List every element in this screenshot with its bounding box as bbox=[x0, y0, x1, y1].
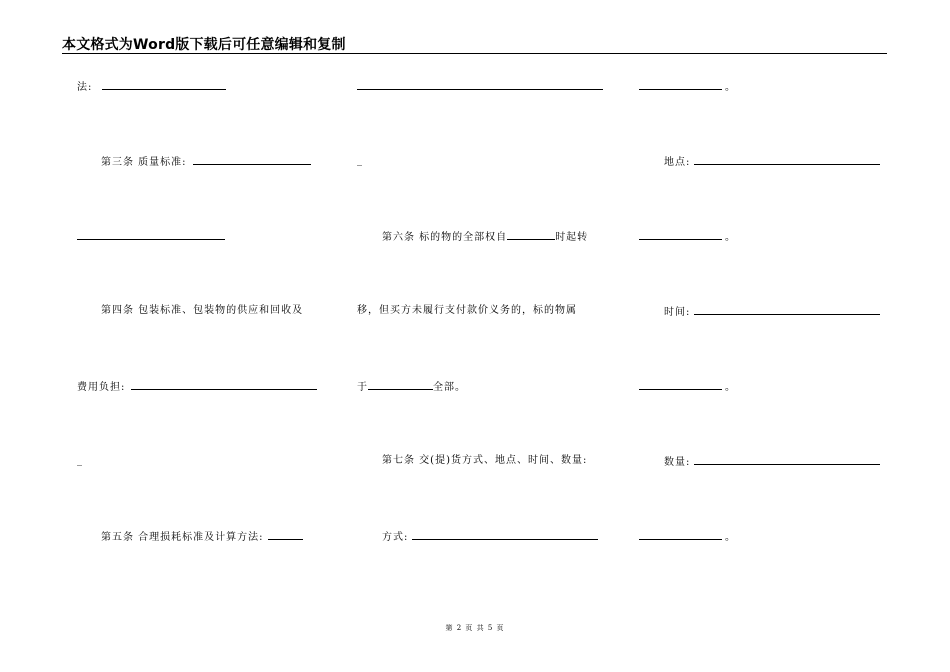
clause-3-text: 第三条 质量标准: bbox=[101, 157, 187, 168]
ownership-end bbox=[357, 380, 466, 394]
col1-blank-line bbox=[77, 230, 225, 244]
delivery-quantity bbox=[664, 455, 880, 469]
col2-blank-line bbox=[357, 80, 603, 94]
clause-5-loss bbox=[101, 530, 303, 544]
delivery-method-label: 方式: bbox=[382, 532, 409, 543]
blank-line bbox=[694, 455, 880, 465]
col3-line7 bbox=[639, 530, 736, 544]
blank-line bbox=[639, 380, 722, 390]
period: 。 bbox=[725, 232, 736, 243]
col2-underscore: _ bbox=[357, 155, 363, 166]
blank-line bbox=[694, 305, 880, 315]
blank-line bbox=[507, 230, 555, 240]
col1-underscore: _ bbox=[77, 455, 83, 466]
period: 。 bbox=[725, 382, 736, 393]
blank-line bbox=[131, 380, 317, 390]
clause-5-text: 第五条 合理损耗标准及计算方法: bbox=[101, 532, 264, 543]
delivery-method bbox=[382, 530, 598, 544]
blank-line bbox=[639, 230, 722, 240]
blank-line bbox=[412, 530, 598, 540]
clause-6-text-a: 第六条 标的物的全部权自 bbox=[382, 232, 508, 243]
clause-7-delivery: 第七条 交(提)货方式、地点、时间、数量: bbox=[382, 455, 588, 466]
page-header: 本文格式为Word版下载后可任意编辑和复制 bbox=[62, 37, 346, 53]
col3-line1 bbox=[639, 80, 736, 94]
delivery-quantity-label: 数量: bbox=[664, 457, 691, 468]
blank-line bbox=[77, 230, 225, 240]
period: 。 bbox=[725, 82, 736, 93]
blank-line bbox=[639, 80, 722, 90]
packaging-cost-text: 费用负担: bbox=[77, 382, 126, 393]
clause-6-text-b: 时起转 bbox=[555, 232, 589, 243]
col1-line1 bbox=[77, 80, 226, 94]
delivery-time bbox=[664, 305, 880, 319]
clause-3-quality bbox=[101, 155, 311, 169]
col3-line3 bbox=[639, 230, 736, 244]
ownership-end-b: 全部。 bbox=[433, 382, 466, 393]
blank-line bbox=[193, 155, 311, 165]
ownership-continued: 移，但买方未履行支付款价义务的，标的物属 bbox=[357, 305, 577, 316]
col3-line5 bbox=[639, 380, 736, 394]
col1-line1-text: 法: bbox=[77, 82, 93, 93]
packaging-cost bbox=[77, 380, 317, 394]
blank-line bbox=[694, 155, 880, 165]
delivery-place bbox=[664, 155, 880, 169]
delivery-place-label: 地点: bbox=[664, 157, 691, 168]
blank-line bbox=[268, 530, 303, 540]
blank-line bbox=[357, 80, 603, 90]
period: 。 bbox=[725, 532, 736, 543]
ownership-end-a: 于 bbox=[357, 382, 368, 393]
blank-line bbox=[102, 80, 226, 90]
page-number: 第 2 页 共 5 页 bbox=[445, 624, 505, 632]
header-rule bbox=[62, 53, 887, 54]
clause-4-packaging: 第四条 包装标准、包装物的供应和回收及 bbox=[101, 305, 304, 316]
blank-line bbox=[368, 380, 433, 390]
delivery-time-label: 时间: bbox=[664, 307, 691, 318]
blank-line bbox=[639, 530, 722, 540]
clause-6-ownership bbox=[382, 230, 588, 244]
